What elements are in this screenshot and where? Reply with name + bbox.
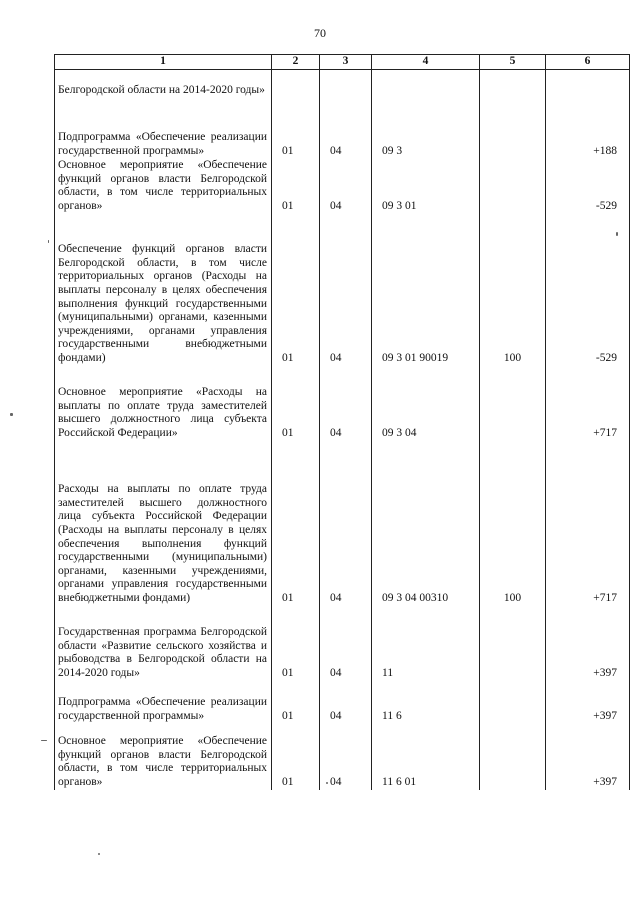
row-amount: +397 <box>546 724 630 790</box>
row-name: Подпрограмма «Обеспечение реализации государственной программы» <box>55 98 272 159</box>
row-section: 01 <box>272 606 320 681</box>
row-section: 01 <box>272 441 320 606</box>
row-subsection: 04 <box>320 98 372 159</box>
column-header-1: 1 <box>55 55 272 70</box>
row-amount: -529 <box>546 159 630 214</box>
scan-speck <box>326 782 328 784</box>
row-target-code: 09 3 01 90019 <box>372 214 480 366</box>
row-target-code: 09 3 <box>372 98 480 159</box>
row-expense-type <box>480 70 546 98</box>
row-section: 01 <box>272 214 320 366</box>
row-expense-type: 100 <box>480 214 546 366</box>
table-row <box>55 159 630 214</box>
row-target-code: 11 6 01 <box>372 724 480 790</box>
row-name: Расходы на выплаты по оплате труда заместителей высшего должностного лица субъекта Российской Федерации (Расходы на выплаты персоналу в целях обеспечения выполнения функций государственными (муниципальными) органами, казенными учреждениями, органами управления государственными внебюджетными фондами) <box>55 441 272 606</box>
row-amount: +717 <box>546 441 630 606</box>
table-row <box>55 214 630 366</box>
scan-speck <box>98 853 100 855</box>
row-section: 01 <box>272 681 320 724</box>
row-subsection: 04 <box>320 724 372 790</box>
row-target-code: 11 6 <box>372 681 480 724</box>
row-amount: +717 <box>546 366 630 441</box>
row-subsection: 04 <box>320 606 372 681</box>
row-subsection: 04 <box>320 681 372 724</box>
row-expense-type <box>480 681 546 724</box>
table-row <box>55 681 630 724</box>
scan-speck <box>41 740 47 741</box>
row-target-code: 09 3 04 00310 <box>372 441 480 606</box>
table-body <box>55 70 630 790</box>
row-expense-type <box>480 366 546 441</box>
table-row <box>55 724 630 790</box>
column-header-2: 2 <box>272 55 320 70</box>
column-header-4: 4 <box>372 55 480 70</box>
row-amount: +397 <box>546 606 630 681</box>
row-name: Основное мероприятие «Расходы на выплаты по оплате труда заместителей высшего должностного лица субъекта Российской Федерации» <box>55 366 272 441</box>
row-name: Подпрограмма «Обеспечение реализации государственной программы» <box>55 681 272 724</box>
row-target-code: 09 3 01 <box>372 159 480 214</box>
row-subsection <box>320 70 372 98</box>
row-name: Основное мероприятие «Обеспечение функций органов власти Белгородской области, в том числе территориальных органов» <box>55 724 272 790</box>
row-section: 01 <box>272 98 320 159</box>
row-amount: +397 <box>546 681 630 724</box>
row-section <box>272 70 320 98</box>
header-row <box>55 55 630 70</box>
table-header <box>55 55 630 70</box>
table-row <box>55 70 630 98</box>
budget-table <box>54 54 630 790</box>
scan-speck <box>616 232 618 236</box>
row-section: 01 <box>272 159 320 214</box>
row-amount: +188 <box>546 98 630 159</box>
row-target-code <box>372 70 480 98</box>
row-subsection: 04 <box>320 159 372 214</box>
row-target-code: 11 <box>372 606 480 681</box>
page-number: 70 <box>314 26 326 40</box>
row-expense-type <box>480 98 546 159</box>
table-row <box>55 366 630 441</box>
row-subsection: 04 <box>320 366 372 441</box>
column-header-6: 6 <box>546 55 630 70</box>
scan-speck <box>10 413 13 416</box>
scan-speck <box>48 240 49 243</box>
table-row <box>55 441 630 606</box>
row-section: 01 <box>272 366 320 441</box>
row-name: Государственная программа Белгородской области «Развитие сельского хозяйства и рыбоводства в Белгородской области на 2014-2020 годы» <box>55 606 272 681</box>
row-subsection: 04 <box>320 214 372 366</box>
column-header-5: 5 <box>480 55 546 70</box>
row-name: Обеспечение функций органов власти Белгородской области, в том числе территориальных органов (Расходы на выплаты персоналу в целях обеспечения выполнения функций государственными (муниципальными) органами, казенными учреждениями, органами управления государственными внебюджетными фондами) <box>55 214 272 366</box>
row-subsection: 04 <box>320 441 372 606</box>
row-amount: -529 <box>546 214 630 366</box>
row-name: Белгородской области на 2014-2020 годы» <box>55 70 272 98</box>
row-name: Основное мероприятие «Обеспечение функций органов власти Белгородской области, в том числе территориальных органов» <box>55 159 272 214</box>
column-header-3: 3 <box>320 55 372 70</box>
row-expense-type <box>480 606 546 681</box>
row-expense-type <box>480 724 546 790</box>
row-amount <box>546 70 630 98</box>
table-row <box>55 98 630 159</box>
row-section: 01 <box>272 724 320 790</box>
row-expense-type <box>480 159 546 214</box>
row-expense-type: 100 <box>480 441 546 606</box>
table-row <box>55 606 630 681</box>
row-target-code: 09 3 04 <box>372 366 480 441</box>
